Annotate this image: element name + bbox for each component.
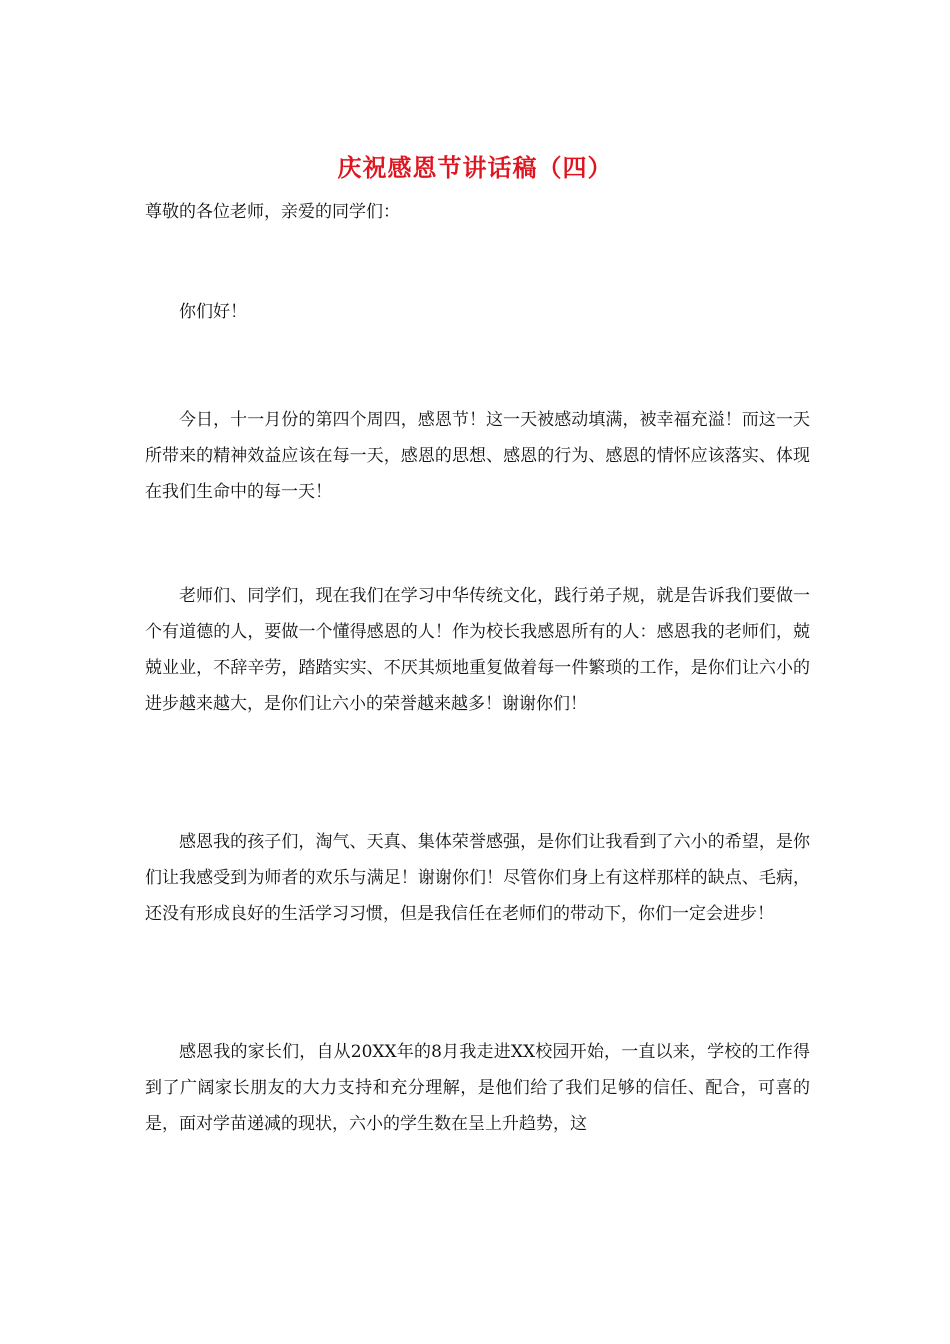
salutation: 尊敬的各位老师，亲爱的同学们： [145, 202, 400, 222]
paragraph-thanks-parents: 感恩我的家长们，自从20XX年的8月我走进XX校园开始，一直以来，学校的工作得到了广阔家长朋友的大力支持和充分理解，是他们给了我们足够的信任、配合，可喜的是，面对学苗递减的现状，六小的学生数在呈上升趋势，这 [145, 1042, 810, 1134]
document-title: 庆祝感恩节讲话稿（四） [337, 153, 613, 182]
paragraph-thanksgiving-day: 今日，十一月份的第四个周四，感恩节！这一天被感动填满，被幸福充溢！而这一天所带来的精神效益应该在每一天，感恩的思想、感恩的行为、感恩的情怀应该落实、体现在我们生命中的每一天！ [145, 410, 810, 502]
paragraph-thanks-children: 感恩我的孩子们，淘气、天真、集体荣誉感强，是你们让我看到了六小的希望，是你们让我感受到为师者的欢乐与满足！谢谢你们！尽管你们身上有这样那样的缺点、毛病，还没有形成良好的生活学习习惯，但是我信任在老师们的带动下，你们一定会进步！ [145, 832, 810, 924]
paragraph-thanks-teachers: 老师们、同学们，现在我们在学习中华传统文化，践行弟子规，就是告诉我们要做一个有道德的人，要做一个懂得感恩的人！作为校长我感恩所有的人：感恩我的老师们，兢兢业业，不辞辛劳，踏踏实实、不厌其烦地重复做着每一件繁琐的工作，是你们让六小的进步越来越大，是你们让六小的荣誉越来越多！谢谢你们！ [145, 586, 810, 714]
paragraph-greeting: 你们好！ [179, 302, 247, 322]
